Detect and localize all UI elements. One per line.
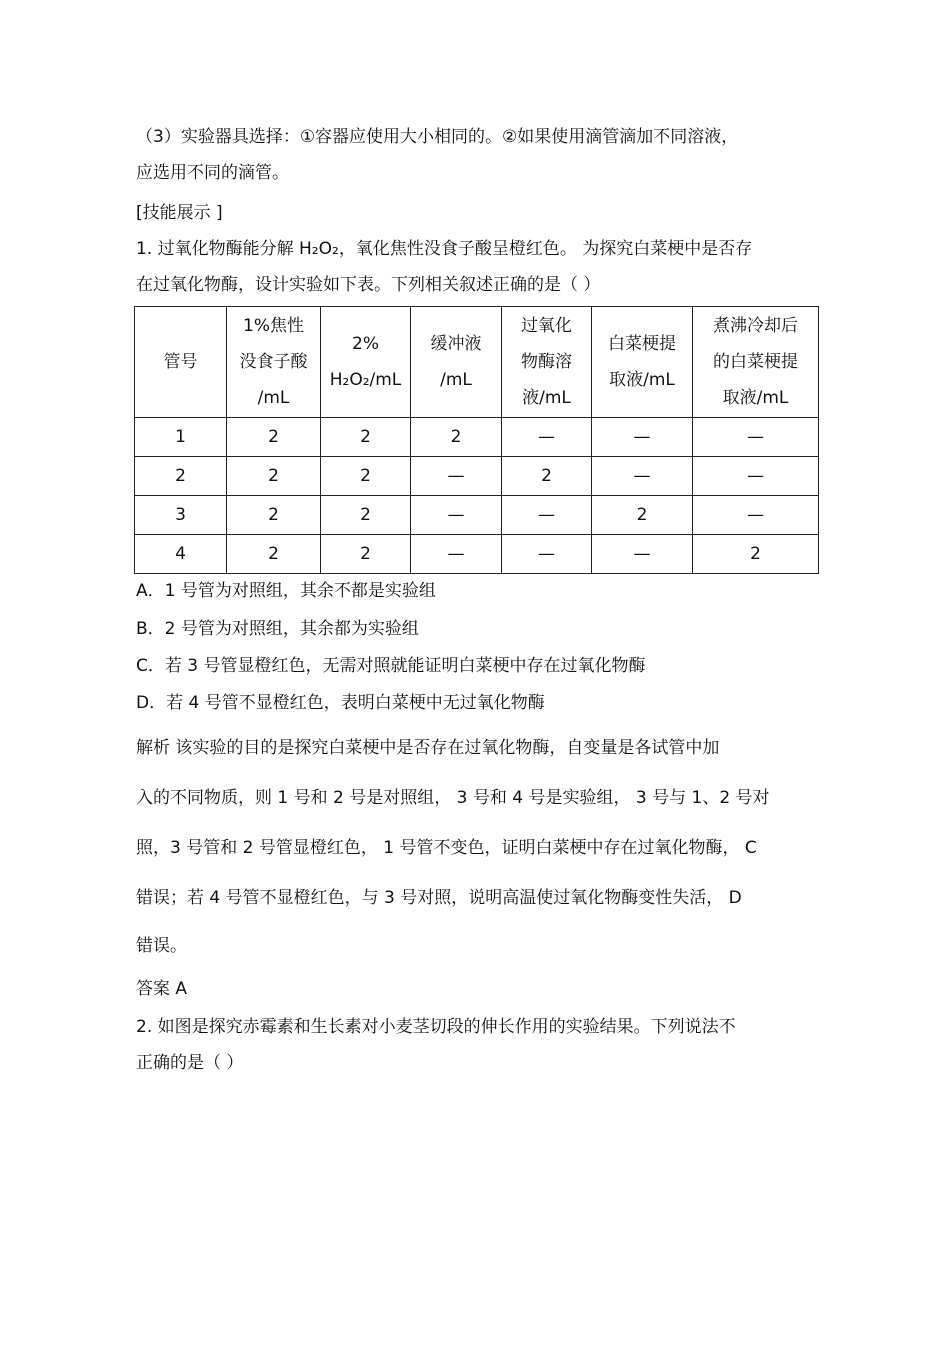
table-cell: 4 xyxy=(135,535,227,574)
table-cell: 1 xyxy=(135,418,227,457)
table-header-cell: 缓冲液 /mL xyxy=(411,307,502,418)
table-cell: — xyxy=(693,457,819,496)
table-cell: 2 xyxy=(227,496,321,535)
table-row xyxy=(135,418,819,457)
table-header-cell: 1%焦性 没食子酸 /mL xyxy=(227,307,321,418)
q1-option-c: C．若 3 号管显橙红色，无需对照就能证明白菜梗中存在过氧化物酶 xyxy=(136,656,646,676)
table-cell: — xyxy=(502,418,592,457)
table-cell: 2 xyxy=(321,457,411,496)
q1-analysis-line-3: 照，3 号管和 2 号管显橙红色， 1 号管不变色，证明白菜梗中存在过氧化物酶， C xyxy=(136,838,757,858)
table-cell: 2 xyxy=(227,457,321,496)
q1-analysis-line-2: 入的不同物质，则 1 号和 2 号是对照组， 3 号和 4 号是实验组， 3 号与 1、2 号对 xyxy=(136,788,770,808)
table-row xyxy=(135,496,819,535)
table-cell: 2 xyxy=(321,535,411,574)
table-cell: — xyxy=(502,535,592,574)
table-header-row xyxy=(135,307,819,418)
table-row xyxy=(135,535,819,574)
q1-stem-line-2: 在过氧化物酶，设计实验如下表。下列相关叙述正确的是（ ） xyxy=(136,275,601,295)
intro-line-1: （3）实验器具选择：①容器应使用大小相同的。②如果使用滴管滴加不同溶液， xyxy=(136,127,739,147)
q1-analysis-line-4: 错误；若 4 号管不显橙红色，与 3 号对照，说明高温使过氧化物酶变性失活， D xyxy=(136,888,742,908)
table-header-cell: 煮沸冷却后 的白菜梗提 取液/mL xyxy=(693,307,819,418)
table-cell: 2 xyxy=(321,496,411,535)
q1-option-b: B．2 号管为对照组，其余都为实验组 xyxy=(136,619,419,639)
q2-stem-line-2: 正确的是（ ） xyxy=(136,1053,244,1073)
section-heading: [技能展示 ] xyxy=(136,203,223,223)
q1-analysis-line-1: 解析 该实验的目的是探究白菜梗中是否存在过氧化物酶，自变量是各试管中加 xyxy=(136,738,720,758)
table-cell: 2 xyxy=(592,496,693,535)
table-cell: — xyxy=(411,496,502,535)
table-cell: — xyxy=(592,457,693,496)
q1-option-a: A．1 号管为对照组，其余不都是实验组 xyxy=(136,581,436,601)
q1-answer: 答案 A xyxy=(136,979,188,999)
table-cell: 2 xyxy=(502,457,592,496)
table-cell: — xyxy=(411,457,502,496)
table-cell: 2 xyxy=(411,418,502,457)
q1-option-d: D．若 4 号管不显橙红色，表明白菜梗中无过氧化物酶 xyxy=(136,693,545,713)
table-cell: 2 xyxy=(227,418,321,457)
intro-line-2: 应选用不同的滴管。 xyxy=(136,163,289,183)
q1-stem-line-1: 1. 过氧化物酶能分解 H₂O₂，氧化焦性没食子酸呈橙红色。 为探究白菜梗中是否存 xyxy=(136,239,753,259)
table-cell: 2 xyxy=(227,535,321,574)
experiment-table xyxy=(134,306,819,574)
table-cell: — xyxy=(592,535,693,574)
table-cell: — xyxy=(502,496,592,535)
q1-analysis-line-5: 错误。 xyxy=(136,936,187,956)
table-header-cell: 白菜梗提 取液/mL xyxy=(592,307,693,418)
table-header-cell: 过氧化 物酶溶 液/mL xyxy=(502,307,592,418)
table-header-cell: 2% H₂O₂/mL xyxy=(321,307,411,418)
table-row xyxy=(135,457,819,496)
table-cell: 3 xyxy=(135,496,227,535)
table-cell: 2 xyxy=(135,457,227,496)
table-cell: — xyxy=(693,418,819,457)
table-cell: — xyxy=(592,418,693,457)
table-header-cell: 管号 xyxy=(135,307,227,418)
table-cell: 2 xyxy=(321,418,411,457)
table-cell: — xyxy=(693,496,819,535)
q2-stem-line-1: 2. 如图是探究赤霉素和生长素对小麦茎切段的伸长作用的实验结果。下列说法不 xyxy=(136,1017,736,1037)
table-cell: — xyxy=(411,535,502,574)
table-cell: 2 xyxy=(693,535,819,574)
